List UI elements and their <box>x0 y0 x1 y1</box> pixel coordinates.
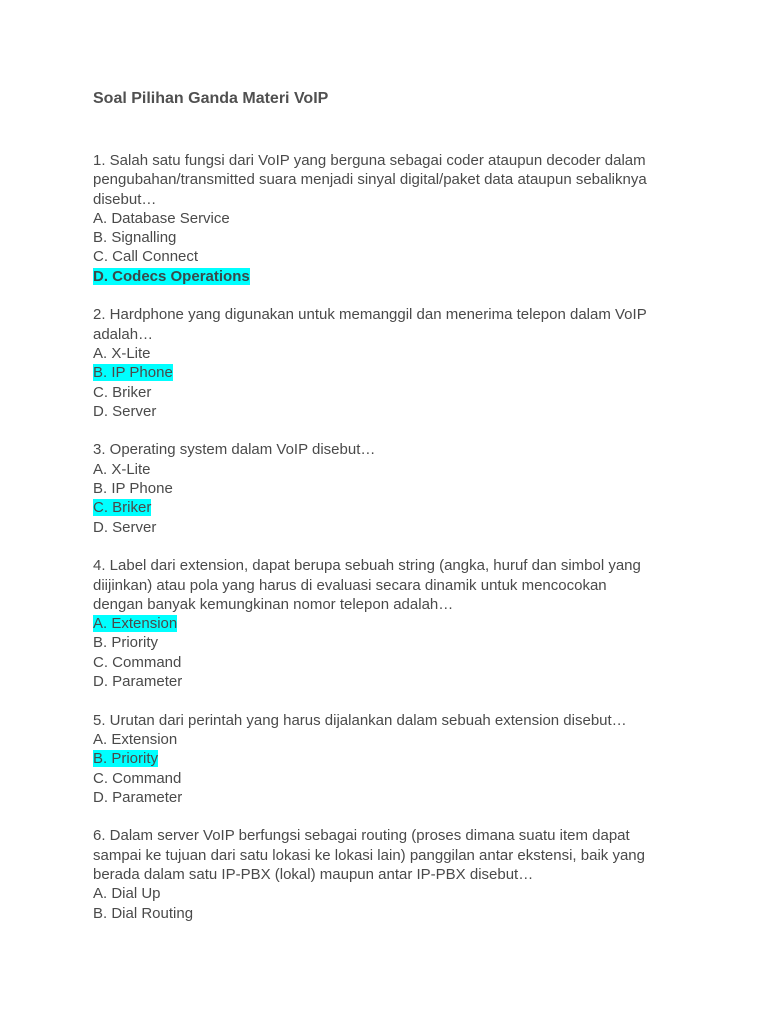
question-list <box>93 151 693 923</box>
answer-option <box>93 518 693 537</box>
question-text-line: 1. Salah satu fungsi dari VoIP yang berguna sebagai coder ataupun decoder dalam <box>93 152 646 169</box>
answer-option <box>93 247 693 266</box>
question-6 <box>93 826 693 922</box>
answer-option-label: B. Priority <box>93 634 159 652</box>
answer-option <box>93 344 693 363</box>
document-page <box>93 88 693 942</box>
answer-option-label: B. Dial Routing <box>93 904 194 922</box>
answer-option <box>93 228 693 247</box>
answer-option <box>93 653 693 672</box>
question-text-line: berada dalam satu IP-PBX (lokal) maupun antar IP-PBX disebut… <box>93 865 534 883</box>
question-text-line: 2. Hardphone yang digunakan untuk memanggil dan menerima telepon dalam VoIP <box>93 306 647 324</box>
question-text-line: 5. Urutan dari perintah yang harus dijalankan dalam sebuah extension disebut… <box>93 711 627 729</box>
answer-option <box>93 267 693 286</box>
document-title: Soal Pilihan Ganda Materi VoIP <box>93 90 329 107</box>
question-4 <box>93 556 693 691</box>
answer-option-label: D. Parameter <box>93 788 183 806</box>
answer-option-label: C. Call Connect <box>93 248 199 266</box>
answer-option-label: C. Briker <box>93 383 152 401</box>
question-text-line: pengubahan/transmitted suara menjadi sinyal digital/paket data ataupun sebaliknya <box>93 171 647 189</box>
answer-option <box>93 769 693 788</box>
question-text-line: disebut… <box>93 190 157 208</box>
answer-option-label: B. IP Phone <box>93 480 173 498</box>
answer-option <box>93 383 693 402</box>
question-text-line: diijinkan) atau pola yang harus di evaluasi secara dinamik untuk mencocokan <box>93 576 607 594</box>
answer-option-label: A. Dial Up <box>93 885 161 903</box>
question-5 <box>93 711 693 807</box>
question-text-line: sampai ke tujuan dari satu lokasi ke lokasi lain) panggilan antar ekstensi, baik yang <box>93 846 645 864</box>
question-text-line: dengan banyak kemungkinan nomor telepon adalah… <box>93 595 454 613</box>
answer-option <box>93 633 693 652</box>
answer-option <box>93 363 693 382</box>
answer-option <box>93 749 693 768</box>
question-text-line: 3. Operating system dalam VoIP disebut… <box>93 441 376 459</box>
question-2 <box>93 305 693 421</box>
answer-option <box>93 904 693 923</box>
question-3 <box>93 440 693 536</box>
answer-option-label: A. X-Lite <box>93 344 151 362</box>
answer-option-label: C. Command <box>93 769 182 787</box>
answer-option <box>93 614 693 633</box>
answer-option <box>93 730 693 749</box>
question-1 <box>93 151 693 286</box>
answer-option <box>93 672 693 691</box>
answer-option <box>93 498 693 517</box>
answer-option-label: A. X-Lite <box>93 460 151 478</box>
answer-option-label: A. Database Service <box>93 209 230 227</box>
answer-option <box>93 209 693 228</box>
question-text-line: adalah… <box>93 325 154 343</box>
answer-option <box>93 884 693 903</box>
answer-option <box>93 479 693 498</box>
answer-option-label: D. Parameter <box>93 673 183 691</box>
answer-option-label: D. Server <box>93 402 157 420</box>
answer-option <box>93 788 693 807</box>
answer-option-label: B. Signalling <box>93 229 177 247</box>
question-text-line: 6. Dalam server VoIP berfungsi sebagai routing (proses dimana suatu item dapat <box>93 827 630 845</box>
question-text-line: 4. Label dari extension, dapat berupa sebuah string (angka, huruf dan simbol yang <box>93 557 641 575</box>
correct-answer-highlight: A. Extension <box>93 615 178 633</box>
correct-answer-highlight: B. IP Phone <box>93 364 173 382</box>
answer-option-label: D. Server <box>93 518 157 536</box>
correct-answer-highlight: C. Briker <box>93 499 152 517</box>
correct-answer-highlight: D. Codecs Operations <box>93 267 250 285</box>
answer-option-label: A. Extension <box>93 730 178 748</box>
answer-option <box>93 402 693 421</box>
correct-answer-highlight: B. Priority <box>93 750 159 768</box>
answer-option <box>93 460 693 479</box>
answer-option-label: C. Command <box>93 653 182 671</box>
